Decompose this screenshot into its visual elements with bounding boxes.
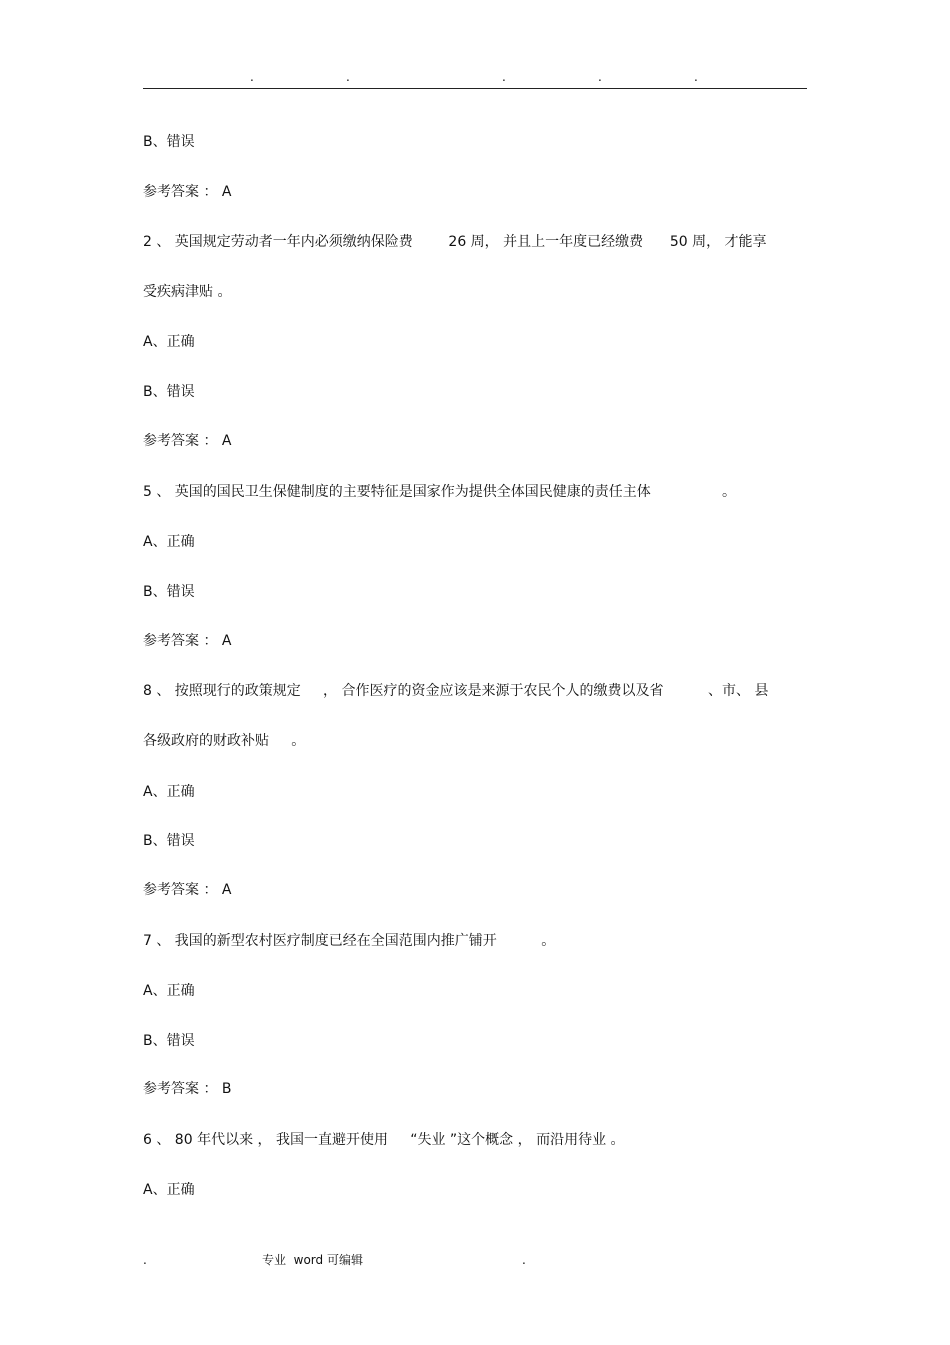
footer-dot-right: . (522, 1253, 526, 1267)
text-line: 参考答案 ： A (143, 882, 232, 898)
text-line: 参考答案 ： A (143, 184, 232, 200)
text-line: 参考答案 ： A (143, 433, 232, 449)
text-line: A、正确 (143, 983, 195, 999)
header-dot: . (694, 70, 698, 84)
header-dot: . (502, 70, 506, 84)
text-line: 7 、 我国的新型农村医疗制度已经在全国范围内推广铺开 。 (143, 933, 556, 949)
text-line: 2 、 英国规定劳动者一年内必须缴纳保险费 26 周， 并且上一年度已经缴费 50 周， 才能享 (143, 234, 767, 250)
header-rule (143, 88, 807, 89)
text-line: B、错误 (143, 384, 195, 400)
text-line: 8 、 按照现行的政策规定 ， 合作医疗的资金应该是来源于农民个人的缴费以及省 、市、 县 (143, 683, 769, 699)
text-line: 各级政府的财政补贴 。 (143, 733, 306, 749)
text-line: B、错误 (143, 1033, 195, 1049)
page-footer (0, 1250, 950, 1270)
text-line: 5 、 英国的国民卫生保健制度的主要特征是国家作为提供全体国民健康的责任主体 。 (143, 484, 737, 500)
text-line: 6 、 80 年代以来 ， 我国一直避开使用 “失业 ”这个概念 ， 而沿用待业 。 (143, 1132, 625, 1148)
text-line: A、正确 (143, 1182, 195, 1198)
header-dot: . (250, 70, 254, 84)
text-line: B、错误 (143, 134, 195, 150)
text-line: B、错误 (143, 833, 195, 849)
text-line: 参考答案 ： A (143, 633, 232, 649)
text-line: B、错误 (143, 584, 195, 600)
text-line: A、正确 (143, 784, 195, 800)
header-dots (0, 70, 950, 84)
header-dot: . (346, 70, 350, 84)
text-line: 参考答案 ： B (143, 1081, 232, 1097)
text-line: A、正确 (143, 334, 195, 350)
header-dot: . (598, 70, 602, 84)
text-line: A、正确 (143, 534, 195, 550)
footer-text: 专业 word 可编辑 (262, 1253, 363, 1267)
text-line: 受疾病津贴 。 (143, 284, 232, 300)
footer-dot-left: . (143, 1253, 147, 1267)
